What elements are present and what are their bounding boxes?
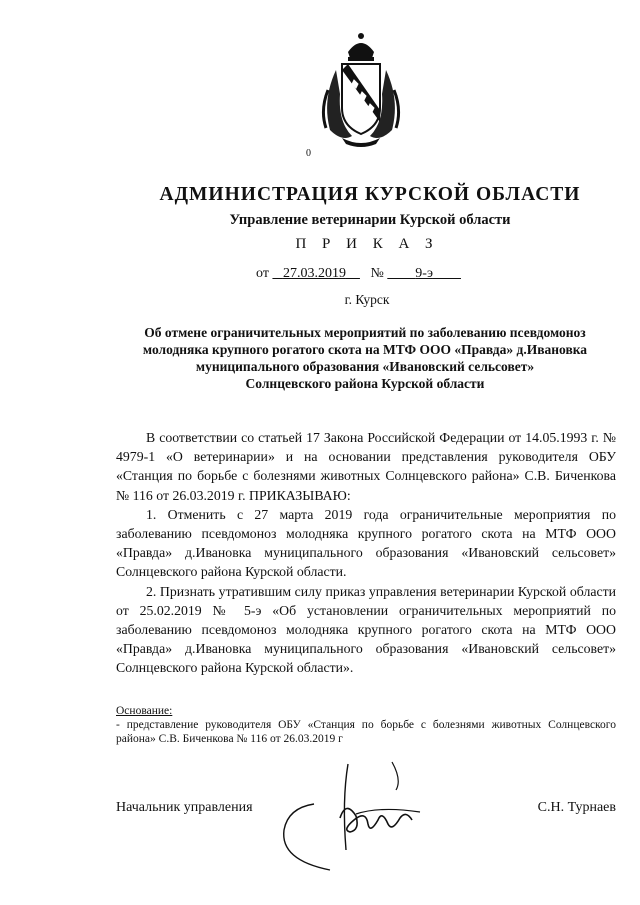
document-number: 9-э [415, 266, 433, 281]
subject-line: муниципального образования «Ивановский сельсовет» [195, 359, 535, 374]
signatory-name: С.Н. Турнаев [537, 800, 616, 815]
organization-subtitle: Управление ветеринарии Курской области [229, 212, 511, 228]
body-paragraph: 1. Отменить с 27 марта 2019 года ограничительные мероприятия по заболеванию псевдомоноз молодняка крупного рогатого скота на МТФ ООО «Правда» д.Ивановка муниципального образования «Ивановский сельсовет» Солнцевского района Курской области. [116, 506, 616, 580]
subject-line: молодняка крупного рогатого скота на МТФ ООО «Правда» д.Ивановка [142, 342, 588, 357]
organization-title: АДМИНИСТРАЦИЯ КУРСКОЙ ОБЛАСТИ [159, 184, 581, 205]
document-date: 27.03.2019 [282, 266, 346, 281]
basis-text: - представление руководителя ОБУ «Станция по борьбе с болезнями животных Солнцевского района» С.В. Биченкова № 116 от 26.03.2019 г [116, 719, 616, 745]
basis-section [116, 704, 616, 746]
body-paragraph: 2. Признать утратившим силу приказ управления ветеринарии Курской области от 25.02.2019 № 5-э «Об установлении ограничительных мероприятий по заболеванию псевдомоноз молодняка крупного рогатого скота на МТФ ООО «Правда» д.Ивановка муниципального образования «Ивановский сельсовет» Солнцевского района Курской области». [116, 583, 616, 676]
document-type: П Р И К А З [295, 236, 439, 252]
coat-of-arms-icon [318, 30, 404, 148]
date-number-line [256, 266, 461, 282]
signatory-position: Начальник управления [116, 800, 253, 815]
body-paragraph: В соответствии со статьей 17 Закона Российской Федерации от 14.05.1993 г. № 4979-1 «О ветеринарии» и на основании представления руководителя ОБУ «Станция по борьбе с болезнями животных Солнцевского района» С.В. Биченкова № 116 от 26.03.2019 г. ПРИКАЗЫВАЮ: [116, 430, 616, 503]
number-prefix: № [370, 266, 384, 281]
page-mark: 0 [306, 148, 311, 159]
date-prefix: от [256, 266, 269, 281]
document-body [116, 428, 616, 678]
subject-line: Об отмене ограничительных мероприятий по заболеванию псевдомоноз [144, 325, 586, 340]
handwritten-signature [270, 760, 440, 880]
subject-line: Солнцевского района Курской области [245, 376, 485, 391]
basis-label: Основание: [116, 705, 173, 717]
city: г. Курск [344, 292, 390, 307]
document-subject [110, 324, 620, 392]
